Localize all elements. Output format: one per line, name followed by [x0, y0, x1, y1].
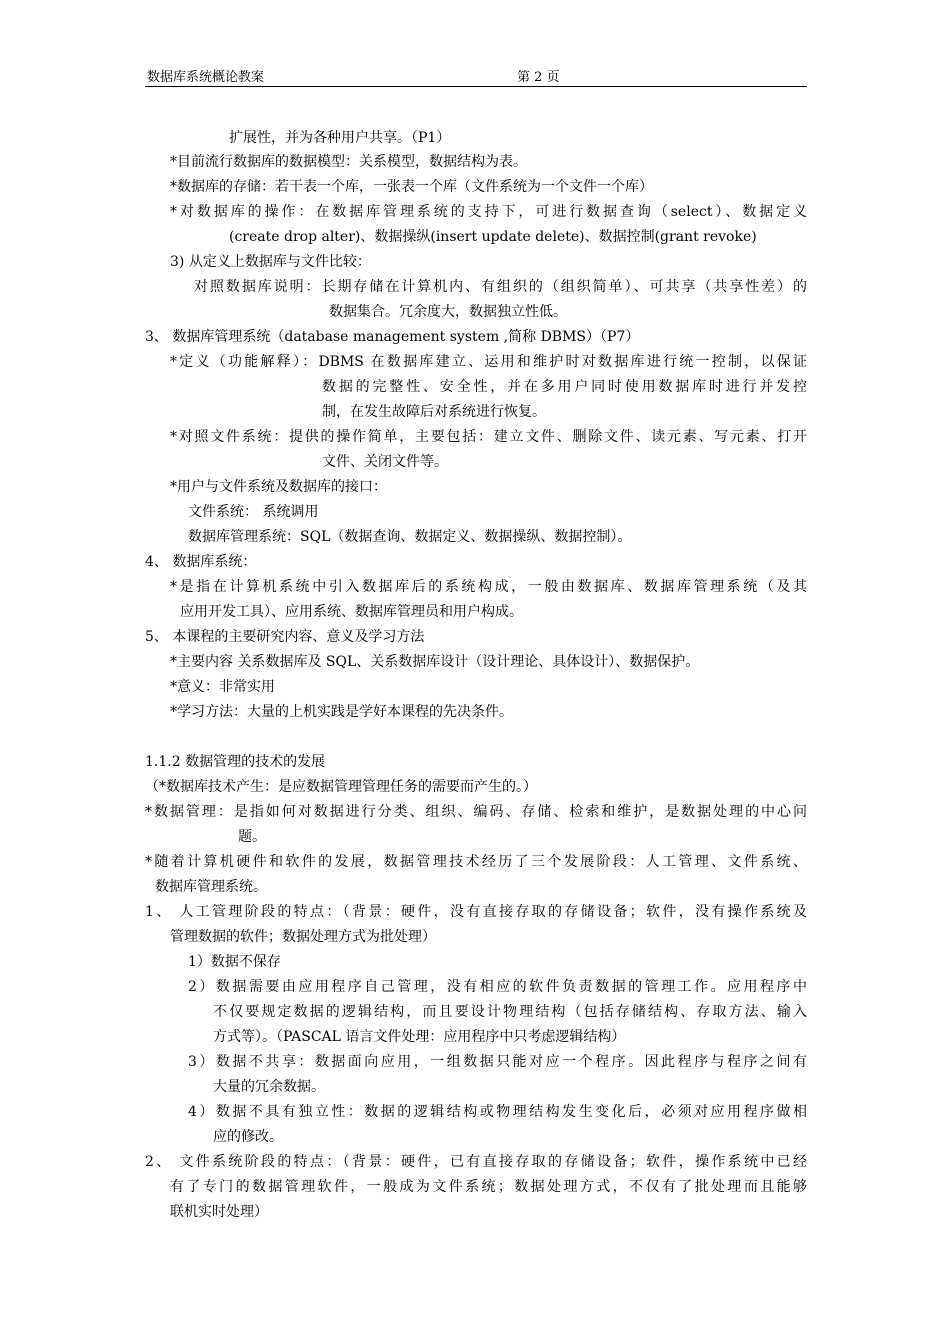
header-page-number: 第 2 页 — [517, 70, 560, 85]
text-line: 大量的冗余数据。 — [213, 1079, 325, 1095]
section-heading: 1、 人工管理阶段的特点：（背景：硬件，没有直接存取的存储设备；软件，没有操作系统及 — [145, 904, 807, 920]
text-line: 数据库管理系统：SQL（数据查询、数据定义、数据操纵、数据控制）。 — [188, 529, 632, 545]
text-line: 应用开发工具）、应用系统、数据库管理员和用户构成。 — [180, 604, 523, 620]
text-line: 联机实时处理） — [170, 1204, 268, 1220]
text-line: （*数据库技术产生：是应数据管理管理任务的需要而产生的。） — [145, 779, 537, 795]
text-line: 应的修改。 — [213, 1129, 283, 1145]
text-line: 管理数据的软件；数据处理方式为批处理） — [170, 929, 436, 945]
text-line: 题。 — [238, 829, 266, 845]
text-line: *数据库的存储：若干表一个库，一张表一个库（文件系统为一个文件一个库） — [170, 179, 653, 195]
text-line: 3) 从定义上数据库与文件比较： — [170, 254, 371, 270]
text-line: *数据管理：是指如何对数据进行分类、组织、编码、存储、检索和维护，是数据处理的中心问 — [145, 804, 807, 820]
text-line: 3）数据不共享：数据面向应用，一组数据只能对应一个程序。因此程序与程序之间有 — [188, 1054, 807, 1070]
text-line: *随着计算机硬件和软件的发展，数据管理技术经历了三个发展阶段：人工管理、文件系统、 — [145, 854, 807, 870]
text-line: *目前流行数据库的数据模型：关系模型，数据结构为表。 — [170, 154, 527, 170]
text-line: *对数据库的操作：在数据库管理系统的支持下，可进行数据查询（select）、数据定义 — [170, 204, 807, 220]
text-line: 方式等）。（PASCAL 语言文件处理：应用程序中只考虑逻辑结构） — [213, 1029, 626, 1045]
page-header — [145, 64, 807, 87]
text-line: 数据的完整性、安全性，并在多用户同时使用数据库时进行并发控 — [322, 379, 807, 395]
text-line: 1）数据不保存 — [188, 954, 281, 970]
text-line: 有了专门的数据管理软件，一般成为文件系统；数据处理方式，不仅有了批处理而且能够 — [170, 1179, 807, 1195]
text-line: 数据集合。冗余度大，数据独立性低。 — [329, 304, 567, 320]
text-line: *是指在计算机系统中引入数据库后的系统构成，一般由数据库、数据库管理系统（及其 — [170, 579, 807, 595]
text-line: 扩展性，并为各种用户共享。（P1） — [229, 130, 451, 146]
subsection-heading: 1.1.2 数据管理的技术的发展 — [145, 754, 326, 770]
text-line: *对照文件系统：提供的操作简单，主要包括：建立文件、删除文件、读元素、写元素、打开 — [170, 429, 807, 445]
text-line: *用户与文件系统及数据库的接口： — [170, 479, 387, 495]
text-line: *意义：非常实用 — [170, 679, 275, 695]
section-heading: 4、 数据库系统： — [145, 554, 257, 570]
text-line: 对照数据库说明：长期存储在计算机内、有组织的（组织简单）、可共享（共享性差）的 — [194, 279, 807, 295]
text-line: *定义（功能解释）：DBMS 在数据库建立、运用和维护时对数据库进行统一控制，以保证 — [170, 354, 807, 370]
text-line: *学习方法：大量的上机实践是学好本课程的先决条件。 — [170, 704, 513, 720]
text-line: 文件、关闭文件等。 — [322, 454, 448, 470]
section-heading: 3、 数据库管理系统（database management system ,简称 DBMS）（P7） — [145, 329, 640, 345]
text-line: (create drop alter)、数据操纵(insert update delete)、数据控制(grant revoke) — [229, 229, 757, 245]
section-heading: 2、 文件系统阶段的特点：（背景：硬件，已有直接存取的存储设备；软件，操作系统中已经 — [145, 1154, 807, 1170]
text-line: *主要内容 关系数据库及 SQL、关系数据库设计（设计理论、具体设计）、数据保护。 — [170, 654, 700, 670]
text-line: 2）数据需要由应用程序自己管理，没有相应的软件负责数据的管理工作。应用程序中 — [188, 979, 807, 995]
text-line: 制，在发生故障后对系统进行恢复。 — [322, 404, 546, 420]
section-heading: 5、 本课程的主要研究内容、意义及学习方法 — [145, 629, 425, 645]
text-line: 数据库管理系统。 — [155, 879, 267, 895]
header-title: 数据库系统概论教案 — [147, 70, 265, 85]
text-line: 不仅要规定数据的逻辑结构，而且要设计物理结构（包括存储结构、存取方法、输入 — [213, 1004, 807, 1020]
text-line: 文件系统： 系统调用 — [188, 504, 319, 520]
text-line: 4）数据不具有独立性：数据的逻辑结构或物理结构发生变化后，必须对应用程序做相 — [188, 1104, 807, 1120]
